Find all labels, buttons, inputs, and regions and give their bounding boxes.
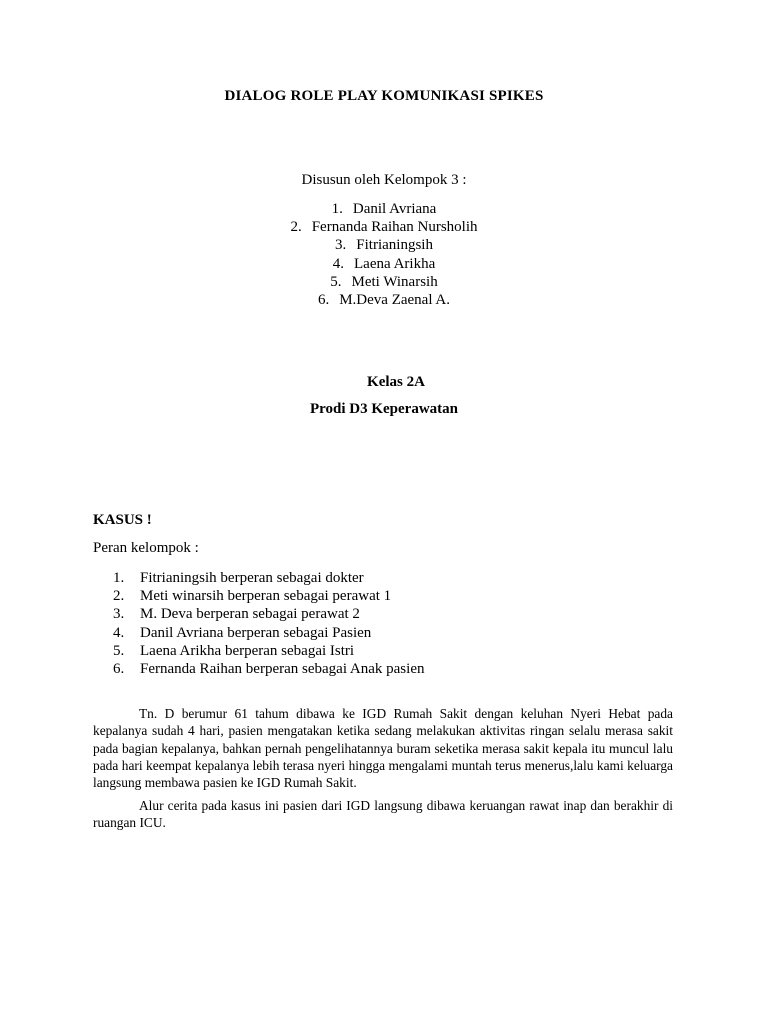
author-item — [0, 291, 768, 309]
role-item — [113, 660, 424, 678]
author-name: Fernanda Raihan Nursholih — [311, 219, 478, 236]
role-text: Laena Arikha berperan sebagai Istri — [140, 642, 355, 659]
author-number: 3. — [335, 237, 347, 254]
role-text: M. Deva berperan sebagai perawat 2 — [140, 606, 360, 623]
role-item — [113, 605, 424, 623]
class-label: Kelas 2A — [367, 374, 425, 390]
role-item — [113, 624, 424, 642]
authors-list — [0, 200, 768, 309]
author-number: 1. — [331, 201, 343, 217]
case-paragraph-2-text: Alur cerita pada kasus ini pasien dari IGD langsung dibawa keruangan rawat inap dan berakhir di ruangan ICU. — [93, 798, 673, 831]
document-title: DIALOG ROLE PLAY KOMUNIKASI SPIKES — [224, 88, 544, 104]
role-number: 5. — [113, 642, 125, 659]
role-text: Meti winarsih berperan sebagai perawat 1 — [140, 588, 392, 605]
author-item — [0, 273, 768, 291]
program-label: Prodi D3 Keperawatan — [309, 401, 459, 417]
author-name: Laena Arikha — [354, 255, 436, 272]
role-text: Fernanda Raihan berperan sebagai Anak pasien — [140, 661, 425, 678]
case-paragraph-2 — [93, 797, 673, 832]
case-heading: KASUS ! — [93, 512, 152, 528]
author-name: M.Deva Zaenal A. — [339, 292, 451, 309]
role-number: 2. — [113, 588, 125, 605]
role-item — [113, 587, 424, 605]
role-text: Fitrianingsih berperan sebagai dokter — [140, 570, 364, 586]
roles-list — [113, 569, 424, 678]
author-item — [0, 236, 768, 254]
author-number: 5. — [330, 273, 342, 290]
author-item — [0, 218, 768, 236]
role-item — [113, 642, 424, 660]
case-paragraph-1 — [93, 705, 673, 791]
author-number: 6. — [317, 292, 330, 309]
authors-heading: Disusun oleh Kelompok 3 : — [301, 172, 467, 188]
author-name: Fitrianingsih — [356, 237, 433, 254]
author-item — [0, 200, 768, 218]
author-number: 4. — [332, 255, 345, 272]
case-paragraph-1-text: Tn. D berumur 61 tahum dibawa ke IGD Rumah Sakit dengan keluhan Nyeri Hebat pada kepalanya sudah 4 hari, pasien mengatakan ketika sedang melakukan aktivitas ringan selalu merasa sakit pada bagian kepalanya, bahkan pernah pengelihatannya buram seketika merasa sakit kepala itu muncul lalu pada hari keempat kepalanya lebih terasa nyeri hingga mengalami muntah terus menerus,lalu kami keluarga langsung membawa pasien ke IGD Rumah Sakit. — [93, 706, 673, 791]
role-number: 3. — [113, 606, 125, 623]
role-text: Danil Avriana berperan sebagai Pasien — [140, 624, 372, 641]
role-item — [113, 569, 424, 587]
author-number: 2. — [290, 219, 302, 236]
author-item — [0, 255, 768, 273]
role-number: 4. — [113, 624, 125, 641]
role-number: 1. — [113, 570, 125, 586]
roles-heading: Peran kelompok : — [93, 540, 199, 556]
author-name: Meti Winarsih — [351, 273, 438, 290]
author-name: Danil Avriana — [352, 201, 437, 217]
role-number: 6. — [113, 661, 125, 678]
